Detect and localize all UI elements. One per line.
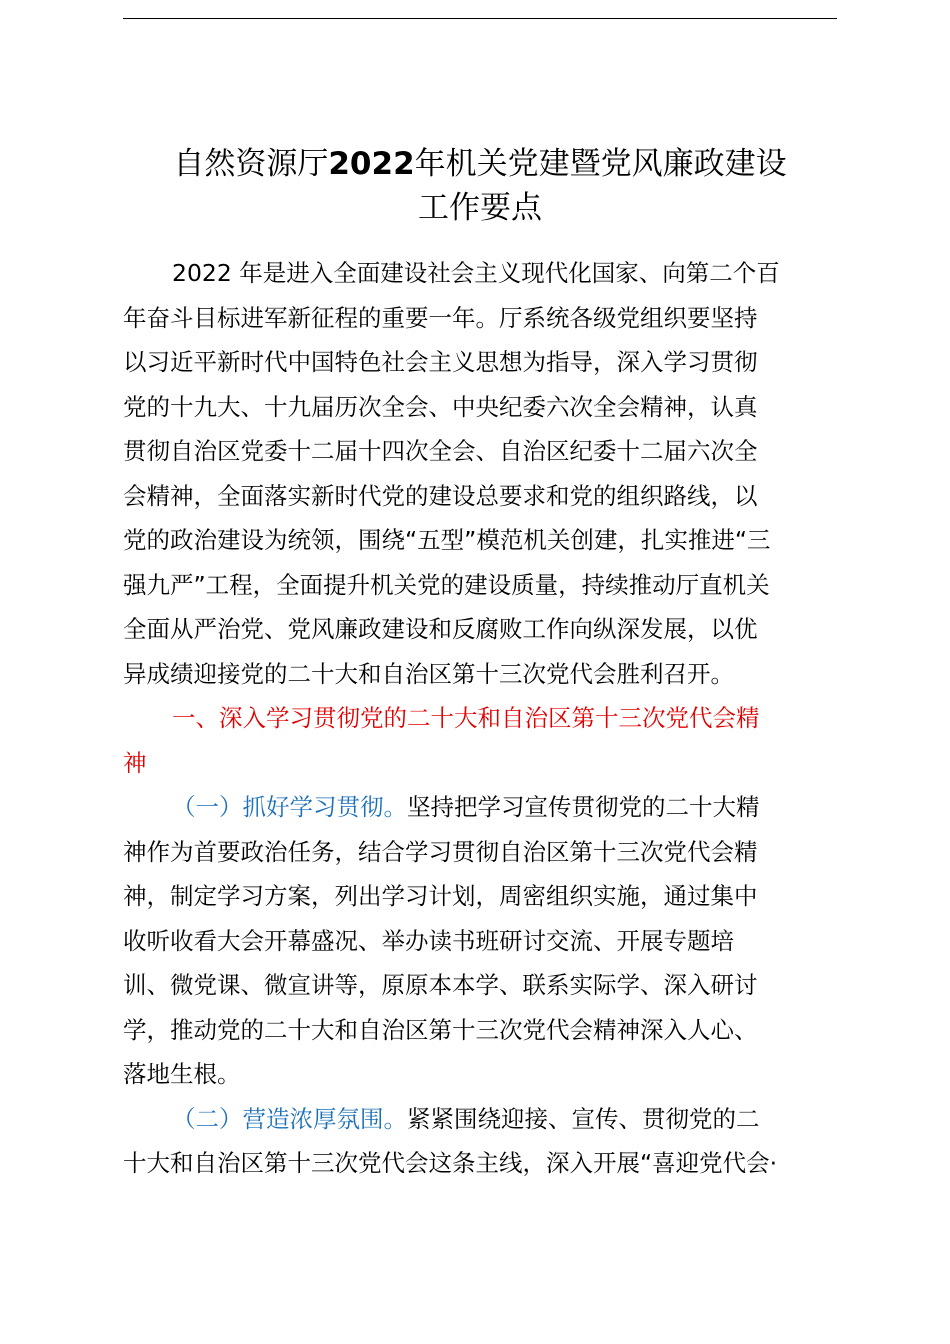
subsection-line: 学，推动党的二十大和自治区第十三次党代会精神深入人心、 [123, 1015, 758, 1044]
section-heading-1 [123, 696, 837, 785]
document-page [123, 142, 837, 1186]
document-body [123, 251, 837, 1186]
subsection-1 [123, 785, 837, 1097]
subsection-text: 紧紧围绕迎接、宣传、贯彻党的二 [407, 1104, 760, 1133]
intro-line: 强九严”工程，全面提升机关党的建设质量，持续推动厅直机关 [123, 570, 770, 599]
subsection-2 [123, 1097, 837, 1186]
subsection-line: 落地生根。 [123, 1060, 241, 1088]
section-heading-line: 一、深入学习贯彻党的二十大和自治区第十三次党代会精 [172, 704, 760, 732]
title-line-2: 工作要点 [418, 190, 542, 226]
subsection-line: 训、微党课、微宣讲等，原原本本学、联系实际学、深入研讨 [123, 971, 758, 999]
subsection-first-line [123, 1097, 837, 1142]
intro-line: 会精神，全面落实新时代党的建设总要求和党的组织路线，以 [123, 481, 758, 510]
intro-line: 以习近平新时代中国特色社会主义思想为指导，深入学习贯彻 [123, 348, 758, 376]
section-heading-line: 神 [123, 748, 147, 777]
subsection-heading: （一）抓好学习贯彻。 [172, 793, 407, 821]
subsection-line: 收听收看大会开幕盛况、举办读书班研讨交流、开展专题培 [123, 926, 734, 955]
title-suffix: 年机关党建暨党风廉政建设 [414, 146, 787, 182]
intro-paragraph [123, 251, 837, 696]
title-year: 2022 [328, 146, 415, 182]
subsection-line: 十大和自治区第十三次党代会这条主线，深入开展“喜迎党代会· [123, 1149, 778, 1177]
subsection-line: 神作为首要政治任务，结合学习贯彻自治区第十三次党代会精 [123, 837, 758, 866]
title-line-1 [123, 142, 837, 186]
intro-line: 党的政治建设为统领，围绕“五型”模范机关创建，扎实推进“三 [123, 526, 771, 554]
intro-line: 2022 年是进入全面建设社会主义现代化国家、向第二个百 [172, 259, 780, 287]
subsection-first-line [123, 785, 837, 830]
subsection-line: 神，制定学习方案，列出学习计划，周密组织实施，通过集中 [123, 882, 758, 910]
intro-line: 贯彻自治区党委十二届十四次全会、自治区纪委十二届六次全 [123, 437, 758, 465]
document-title [123, 142, 837, 230]
intro-line: 党的十九大、十九届历次全会、中央纪委六次全会精神，认真 [123, 392, 758, 421]
subsection-text: 坚持把学习宣传贯彻党的二十大精 [407, 793, 760, 821]
header-rule [123, 18, 837, 19]
intro-line: 异成绩迎接党的二十大和自治区第十三次党代会胜利召开。 [123, 659, 734, 688]
title-prefix: 自然资源厅 [173, 146, 329, 182]
subsection-heading: （二）营造浓厚氛围。 [172, 1104, 407, 1133]
intro-line: 年奋斗目标进军新征程的重要一年。厅系统各级党组织要坚持 [123, 303, 758, 332]
intro-line: 全面从严治党、党风廉政建设和反腐败工作向纵深发展，以优 [123, 615, 758, 643]
